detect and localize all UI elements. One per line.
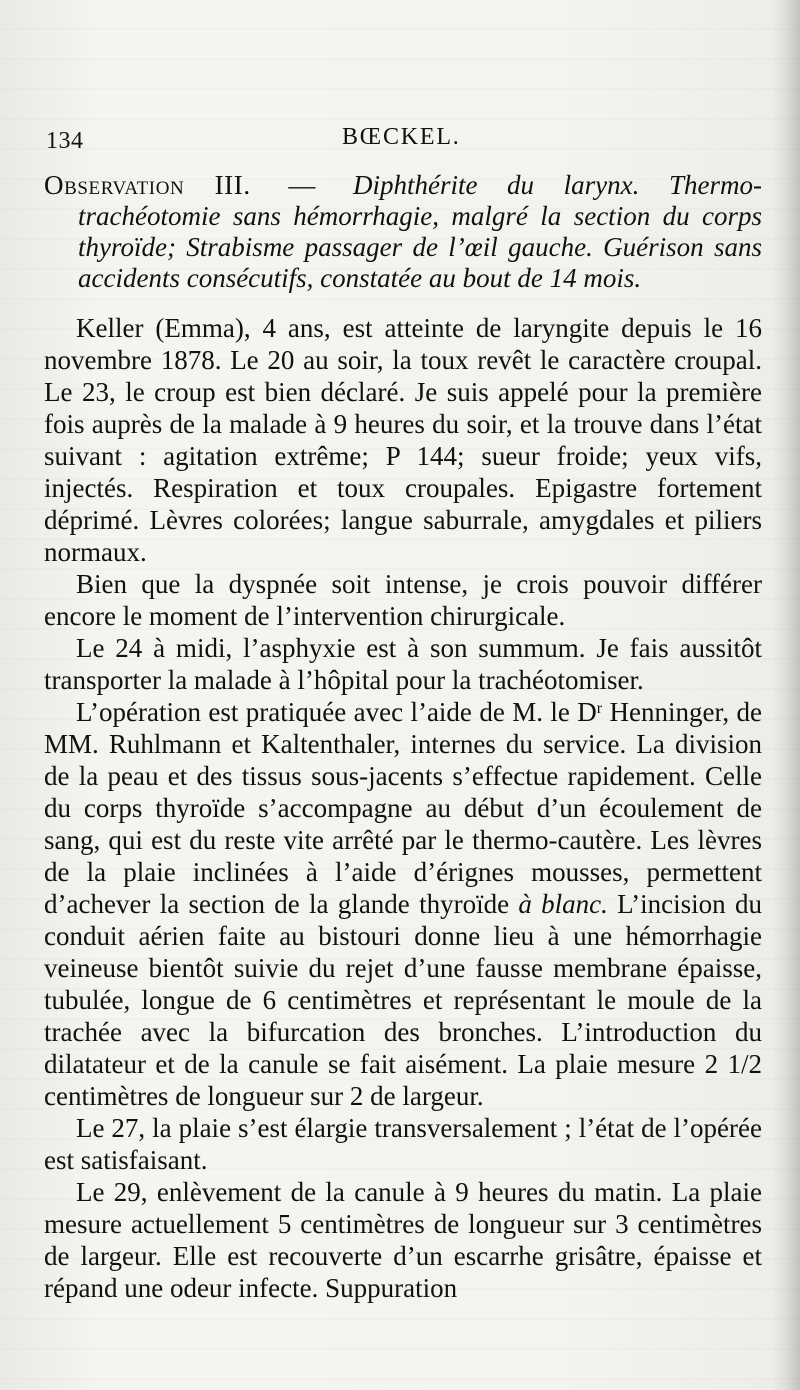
paragraph-4 [44, 696, 762, 1112]
italic-a-blanc: à blanc. [518, 889, 608, 919]
observation-dash: — [288, 170, 316, 200]
page-edge-shadow [772, 0, 800, 1390]
paragraph-3: Le 24 à midi, l’asphyxie est à son summum. Je fais aussitôt transporter la malade à l’hôpital pour la trachéotomiser. [44, 633, 762, 695]
page-number: 134 [46, 128, 84, 154]
running-title: BŒCKEL. [342, 124, 461, 150]
observation-heading [44, 170, 762, 294]
paragraph-2: Bien que la dyspnée soit intense, je crois pouvoir différer encore le moment de l’intervention chirurgicale. [44, 569, 762, 631]
paragraph-5: Le 27, la plaie s’est élargie transversalement ; l’état de l’opérée est satisfaisant. [44, 1113, 762, 1175]
doctor-superscript: r [596, 700, 603, 717]
paragraph-4-part-2: Henninger, de MM. Ruhlmann et Kaltenthaler, internes du service. La division de la peau et des tissus sous-jacents s’effectue rapidement. Celle du corps thyroïde s’accompagne au début d’un écoulement de sang, qui est du reste vite arrêté par le thermo-cautère. Les lèvres de la plaie inclinées à l’aide d’érignes mousses, permettent d’achever la section de la glande thyroïde [44, 697, 762, 919]
observation-label: Observation III. [44, 170, 251, 200]
paragraph-4-part-3: L’incision du conduit aérien faite au bistouri donne lieu à une hémorrhagie veineuse bientôt suivie du rejet d’une fausse membrane épaisse, tubulée, longue de 6 centimètres et représentant le moule de la trachée avec la bifurcation des bronches. L’introduction du dilatateur et de la canule se fait aisément. La plaie mesure 2 1/2 centimètres de longueur sur 2 de largeur. [44, 889, 762, 1111]
paragraph-6: Le 29, enlèvement de la canule à 9 heures du matin. La plaie mesure actuellement 5 centimètres de longueur sur 3 centimètres de largeur. Elle est recouverte d’un escarrhe grisâtre, épaisse et répand une odeur infecte. Suppuration [44, 1177, 762, 1303]
paragraph-4-part-1: L’opération est pratiquée avec l’aide de M. le D [76, 697, 597, 727]
paragraph-1: Keller (Emma), 4 ans, est atteinte de laryngite depuis le 16 novembre 1878. Le 20 au soir, la toux revêt le caractère croupal. Le 23, le croup est bien déclaré. Je suis appelé pour la première fois auprès de la malade à 9 heures du soir, et la trouve dans l’état suivant : agitation extrême; P 144; sueur froide; yeux vifs, injectés. Respiration et toux croupales. Epigastre fortement déprimé. Lèvres colorées; langue saburrale, amygdales et piliers normaux. [44, 313, 762, 567]
running-head [46, 120, 752, 154]
page-content [44, 170, 762, 1304]
observation-title: Diphthérite du larynx. Thermo-trachéotomie sans hémorrhagie, malgré la section du corps thyroïde; Strabisme passager de l’œil gauche. Guérison sans accidents consécutifs, constatée au bout de 14 mois. [78, 170, 763, 293]
